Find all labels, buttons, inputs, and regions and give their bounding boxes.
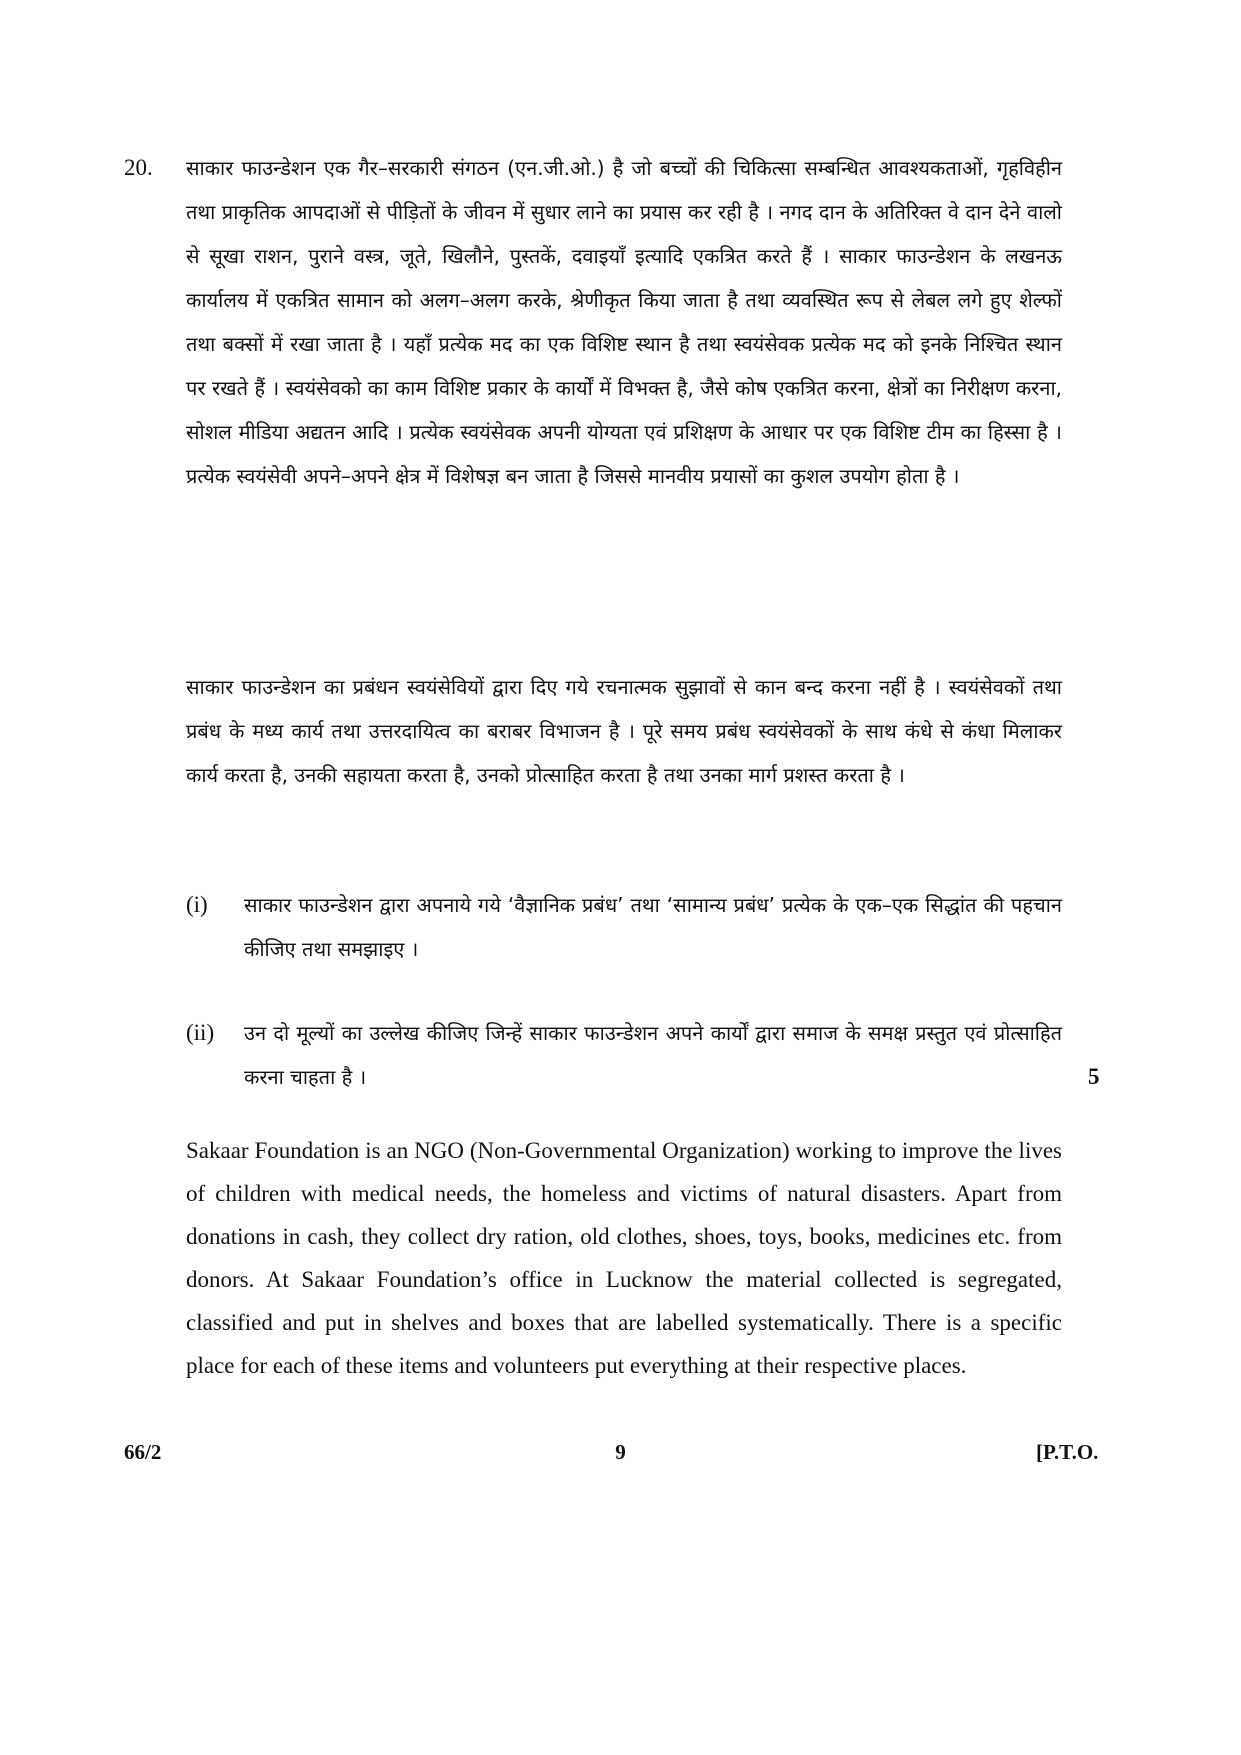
english-paragraph: Sakaar Foundation is an NGO (Non-Governmental Organization) working to improve the lives of children with medical needs, the homeless and victims of natural disasters. Apart from donations in cash, they collect dry ration, old clothes, shoes, toys, books, medicines etc. from donors. At Sakaar Foundation’s office in Lucknow the material collected is segregated, classified and put in shelves and boxes that are labelled systematically. There is a specific place for each of these items and volunteers put everything at their respective places. [186,1138,1062,1378]
sub-question-i-text: साकार फाउन्डेशन द्वारा अपनाये गये ‘वैज्ञानिक प्रबंध’ तथा ‘सामान्य प्रबंध’ प्रत्येक के एक–एक सिद्धांत की पहचान कीजिए तथा समझाइए । [244,893,1062,961]
page-number: 9 [615,1440,626,1464]
sub-question-i-label: (i) [186,892,208,917]
paper-code: 66/2 [124,1440,162,1464]
sub-question-ii-text: उन दो मूल्यों का उल्लेख कीजिए जिन्हें साकार फाउन्डेशन अपने कार्यों द्वारा समाज के समक्ष प्रस्तुत एवं प्रोत्साहित करना चाहता है । [244,1021,1062,1089]
please-turn-over: [P.T.O. [1036,1440,1099,1464]
question-number: 20. [124,155,153,180]
hindi-paragraph-1: साकार फाउन्डेशन एक गैर–सरकारी संगठन (एन.जी.ओ.) है जो बच्चों की चिकित्सा सम्बन्धित आवश्यकताओं, गृहविहीन तथा प्राकृतिक आपदाओं से पीड़ितों के जीवन में सुधार लाने का प्रयास कर रही है । नगद दान के अतिरिक्त वे दान देने वालो से सूखा राशन, पुराने वस्त्र, जूते, खिलौने, पुस्तकें, दवाइयाँ इत्यादि एकत्रित करते हैं । साकार फाउन्डेशन के लखनऊ कार्यालय में एकत्रित सामान को अलग–अलग करके, श्रेणीकृत किया जाता है तथा व्यवस्थित रूप से लेबल लगे हुए शेल्फों तथा बक्सों में रखा जाता है । यहाँ प्रत्येक मद का एक विशिष्ट स्थान है तथा स्वयंसेवक प्रत्येक मद को इनके निश्चित स्थान पर रखते हैं । स्वयंसेवको का काम विशिष्ट प्रकार के कार्यों में विभक्त है, जैसे कोष एकत्रित करना, क्षेत्रों का निरीक्षण करना, सोशल मीडिया अद्यतन आदि । प्रत्येक स्वयंसेवक अपनी योग्यता एवं प्रशिक्षण के आधार पर एक विशिष्ट टीम का हिस्सा है । प्रत्येक स्वयंसेवी अपने–अपने क्षेत्र में विशेषज्ञ बन जाता है जिससे मानवीय प्रयासों का कुशल उपयोग होता है । [186,156,1062,488]
sub-question-ii-label: (ii) [186,1020,215,1045]
marks: 5 [1088,1064,1100,1089]
hindi-paragraph-2: साकार फाउन्डेशन का प्रबंधन स्वयंसेवियों द्वारा दिए गये रचनात्मक सुझावों से कान बन्द करना नहीं है । स्वयंसेवकों तथा प्रबंध के मध्य कार्य तथा उत्तरदायित्व का बराबर विभाजन है । पूरे समय प्रबंध स्वयंसेवकों के साथ कंधे से कंधा मिलाकर कार्य करता है, उनकी सहायता करता है, उनको प्रोत्साहित करता है तथा उनका मार्ग प्रशस्त करता है । [186,675,1062,787]
